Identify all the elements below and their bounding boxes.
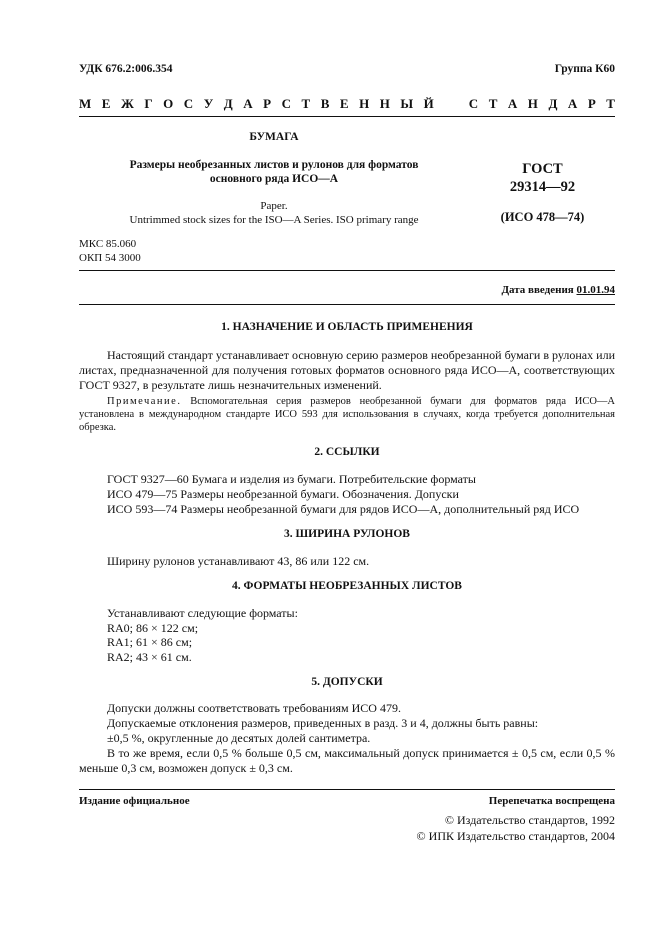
mks-code: МКС 85.060 — [79, 238, 137, 250]
copyright-2004: © ИПК Издательство стандартов, 2004 — [416, 829, 615, 843]
banner-letter: Е — [101, 96, 111, 111]
english-subtitle-line-1: Paper. — [260, 200, 288, 212]
section-1-note — [79, 395, 615, 434]
section-3-text: Ширину рулонов устанавливают 43, 86 или 122 см. — [107, 554, 370, 568]
interstate-standard-banner — [79, 96, 615, 112]
russian-subtitle-line-2: основного ряда ИСО—А — [209, 173, 339, 185]
format-line: RA2; 43 × 61 см. — [107, 650, 192, 664]
banner-letter: Т — [488, 96, 498, 111]
english-subtitle — [79, 200, 469, 227]
header-rule — [79, 116, 615, 117]
banner-letter: С — [468, 96, 479, 111]
banner-letter: А — [243, 96, 253, 111]
document-title: БУМАГА — [249, 131, 299, 143]
banner-letter: С — [281, 96, 291, 111]
intro-date-value: 01.01.94 — [576, 284, 615, 296]
reprint-prohibited-label: Перепечатка воспрещена — [488, 795, 615, 807]
banner-letter: С — [183, 96, 194, 111]
note-label: Примечание. — [107, 396, 182, 407]
note-text: Вспомогательная серия размеров необрезанной бумаги для форматов ряда ИСО—А установлена в международном стандарте ИСО 593 для использования в случаях, когда требуется дополнительная обрезка. — [79, 396, 615, 433]
intro-date — [501, 284, 615, 296]
section-1-title: 1. НАЗНАЧЕНИЕ И ОБЛАСТЬ ПРИМЕНЕНИЯ — [221, 321, 473, 333]
banner-letter: Д — [548, 96, 558, 111]
section-3-title: 3. ШИРИНА РУЛОНОВ — [284, 528, 410, 540]
banner-letter: А — [567, 96, 578, 111]
banner-letter: О — [163, 96, 174, 111]
reference-item: ГОСТ 9327—60 Бумага и изделия из бумаги. Потребительские форматы — [107, 472, 476, 486]
tolerance-line: ±0,5 %, округленные до десятых долей сантиметра. — [107, 731, 371, 745]
banner-letter: Ы — [400, 96, 414, 111]
banner-letter: Н — [527, 96, 538, 111]
date-rule — [79, 304, 615, 305]
section-5-title: 5. ДОПУСКИ — [311, 676, 383, 688]
classification-codes — [79, 237, 141, 265]
banner-letter: Ж — [120, 96, 134, 111]
banner-letter: Н — [359, 96, 370, 111]
format-line: RA1; 61 × 86 см; — [107, 635, 193, 649]
tolerance-line: Допуски должны соответствовать требованиям ИСО 479. — [107, 701, 401, 715]
iso-reference: (ИСО 478—74) — [500, 210, 585, 224]
banner-letter: Р — [587, 96, 596, 111]
reference-item: ИСО 593—74 Размеры необрезанной бумаги для рядов ИСО—А, дополнительный ряд ИСО — [107, 502, 580, 516]
banner-letter: М — [79, 96, 92, 111]
banner-letter: Н — [379, 96, 390, 111]
format-line: RA0; 86 × 122 см; — [107, 621, 199, 635]
banner-letter: Й — [423, 96, 434, 111]
okp-code: ОКП 54 3000 — [79, 252, 141, 264]
banner-letter: Г — [144, 96, 153, 111]
tolerance-paragraph: В то же время, если 0,5 % больше 0,5 см, максимальный допуск принимается ± 0,5 см, если 0,5 % меньше 0,3 см, возможен допуск ± 0,3 см. — [79, 746, 615, 775]
intro-date-label: Дата введения — [501, 284, 574, 296]
section-4-title: 4. ФОРМАТЫ НЕОБРЕЗАННЫХ ЛИСТОВ — [232, 580, 462, 592]
gost-label: ГОСТ — [522, 161, 563, 177]
tolerance-line: Допускаемые отклонения размеров, приведенных в разд. 3 и 4, должны быть равны: — [107, 716, 539, 730]
banner-letter: А — [507, 96, 518, 111]
group-code: Группа К60 — [554, 63, 615, 75]
banner-letter: У — [203, 96, 214, 111]
banner-letter: Е — [339, 96, 349, 111]
banner-letter: Д — [223, 96, 233, 111]
official-edition-label: Издание официальное — [79, 795, 190, 807]
udc-code: УДК 676.2:006.354 — [79, 63, 173, 75]
banner-letter: В — [320, 96, 330, 111]
section-2-title: 2. ССЫЛКИ — [314, 446, 380, 458]
format-line: Устанавливают следующие форматы: — [107, 606, 298, 620]
section-1-text: Настоящий стандарт устанавливает основную серию размеров необрезанной бумаги в рулонах или листах, предназначенной для получения готовых форматов основного ряда ИСО—А, соответствующих ГОСТ 9327, в результате лишь незначительных изменений. — [79, 348, 615, 392]
footer-rule — [79, 789, 615, 790]
english-subtitle-line-2: Untrimmed stock sizes for the ISO—A Series. ISO primary range — [129, 213, 419, 226]
gost-designation — [470, 160, 615, 196]
copyright-1992: © Издательство стандартов, 1992 — [444, 813, 615, 827]
codes-rule — [79, 270, 615, 271]
banner-word-gap — [444, 96, 458, 112]
russian-subtitle — [79, 158, 469, 186]
banner-letter: Р — [263, 96, 272, 111]
banner-letter: Т — [301, 96, 311, 111]
russian-subtitle-line-1: Размеры необрезанных листов и рулонов для форматов — [129, 159, 419, 171]
reference-item: ИСО 479—75 Размеры необрезанной бумаги. Обозначения. Допуски — [107, 487, 459, 501]
gost-number: 29314—92 — [509, 179, 576, 195]
banner-letter: Т — [606, 96, 615, 111]
